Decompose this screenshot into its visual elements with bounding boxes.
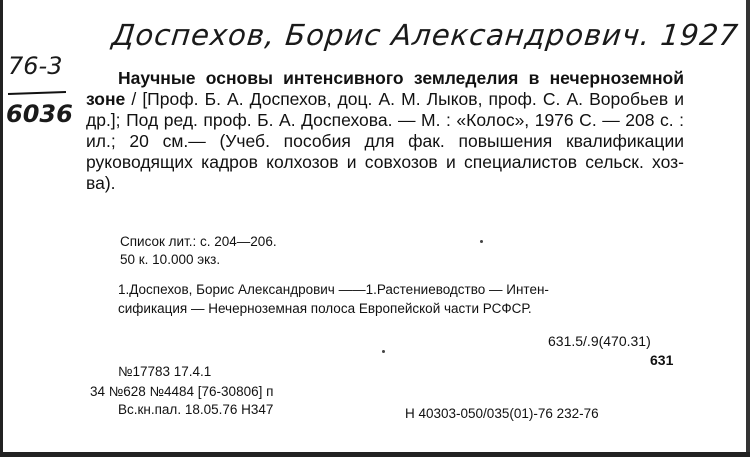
ink-dot: [382, 350, 385, 353]
bibliography-note: Список лит.: с. 204—206.: [120, 234, 277, 249]
responsibility-statement: / [Проф. Б. А. Доспехов, доц. А. М. Лыков, проф. С. А. Воробьев и др.]; Под ред. проф. Б. А. Доспехова. — М. : «Колос», 1976 С. — 208 с. : ил.; 20 см.— (Учеб. пособия для фак. повышения квалификации руководящих кадров колхозов и совхозов и специалистов сельск. хоз-ва).: [86, 89, 684, 193]
handwritten-shelf-code-top: 76-3: [8, 52, 63, 80]
subject-headings: [118, 280, 684, 318]
registration-numbers: 34 №628 №4484 [76-30806] п: [90, 384, 274, 399]
card-right-edge: [746, 0, 750, 457]
price-and-print-run: 50 к. 10.000 экз.: [120, 252, 221, 267]
handwritten-author-heading: Доспехов, Борис Александрович. 1927: [110, 18, 741, 52]
shelf-code-divider: [8, 91, 66, 95]
udc-index: 631.5/.9(470.31): [548, 333, 651, 349]
handwritten-shelf-code-bottom: 6036: [6, 100, 73, 128]
book-chamber-record: Вс.кн.пал. 18.05.76 Н347: [118, 402, 274, 417]
bibliographic-description: [86, 68, 684, 194]
publisher-code: Н 40303-050/035(01)-76 232-76: [405, 406, 599, 421]
card-bottom-edge: [0, 452, 750, 457]
card-left-edge: [0, 0, 3, 457]
order-number: №17783 17.4.1: [118, 364, 212, 379]
subject-line-2: сификация — Нечерноземная полоса Европейской части РСФСР.: [118, 301, 532, 316]
ink-dot: [480, 240, 483, 243]
book-title: Научные основы интенсивного земледелия в нечерноземной зоне: [86, 68, 684, 109]
subject-line-1: 1.Доспехов, Борис Александрович ——1.Растениеводство — Интен-: [118, 282, 549, 297]
bbk-index: 631: [650, 352, 674, 368]
